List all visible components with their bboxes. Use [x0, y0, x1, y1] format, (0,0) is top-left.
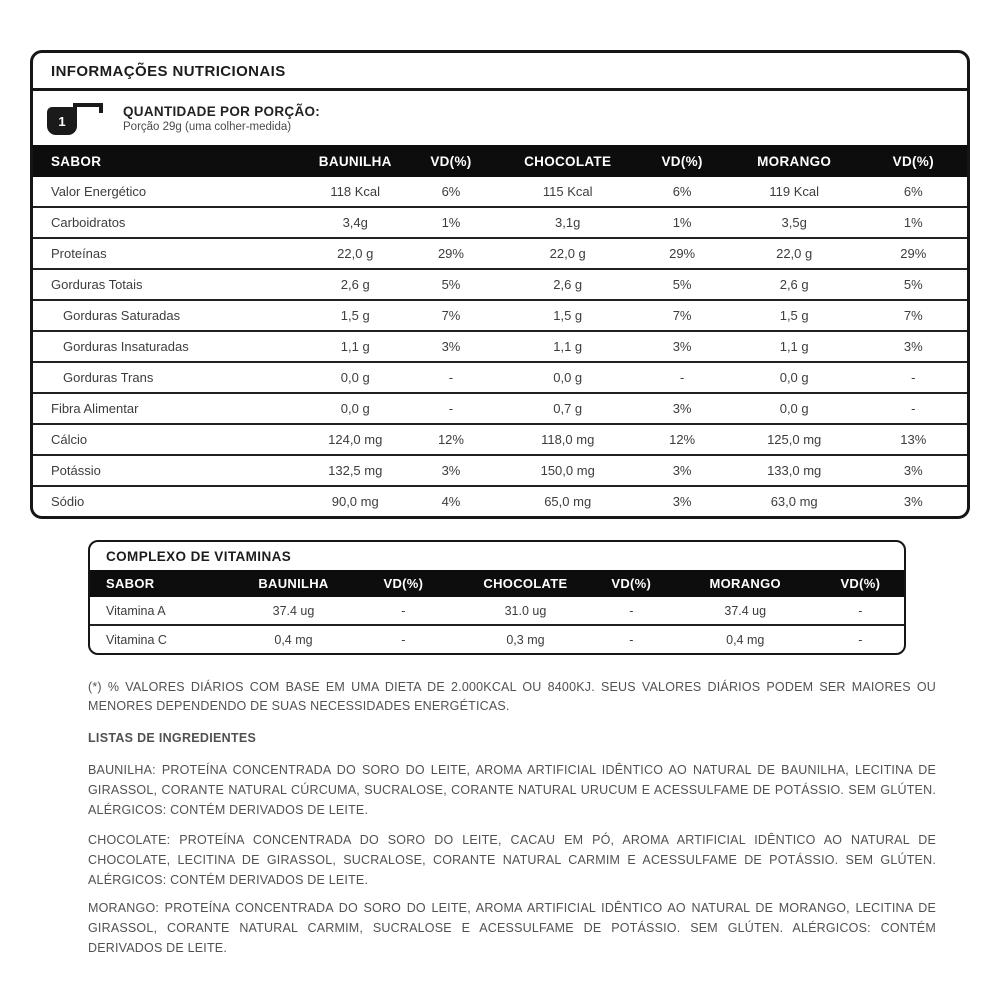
value-cell: 3% [874, 486, 967, 516]
vitamins-panel-title: COMPLEXO DE VITAMINAS [106, 549, 292, 564]
vitamins-panel [88, 540, 906, 655]
column-header: VD(%) [649, 145, 714, 177]
table-row [33, 238, 967, 269]
value-cell: 0,3 mg [448, 625, 603, 653]
value-cell: 3% [649, 331, 714, 362]
value-cell: 29% [874, 238, 967, 269]
value-cell: 22,0 g [486, 238, 649, 269]
value-cell: 63,0 mg [715, 486, 874, 516]
value-cell: 4% [416, 486, 486, 516]
column-header: VD(%) [603, 570, 660, 597]
table-row [33, 486, 967, 516]
value-cell: 0,0 g [295, 362, 416, 393]
row-label: Fibra Alimentar [33, 393, 295, 424]
value-cell: 1,5 g [486, 300, 649, 331]
value-cell: 3,4g [295, 207, 416, 238]
scoop-cup-icon: 1 [47, 107, 77, 135]
value-cell: 0,7 g [486, 393, 649, 424]
ingredients-morango: MORANGO: PROTEÍNA CONCENTRADA DO SORO DO LEITE, AROMA ARTIFICIAL IDÊNTICO AO NATURAL DE MORANGO, LECITINA DE GIRASSOL, CORANTE NATURAL CARMIM, SUCRALOSE E ACESSULFAME DE POTÁSSIO. SEM GLÚTEN. ALÉRGICOS: CONTÉM DERIVADOS DE LEITE. [88, 901, 936, 955]
value-cell: 12% [649, 424, 714, 455]
value-cell: 5% [874, 269, 967, 300]
value-cell: 0,4 mg [228, 625, 358, 653]
value-cell: 3,1g [486, 207, 649, 238]
row-label: Sódio [33, 486, 295, 516]
serving-info [33, 91, 967, 145]
value-cell: 3% [649, 455, 714, 486]
column-header: SABOR [90, 570, 228, 597]
value-cell: 7% [649, 300, 714, 331]
header-row [90, 570, 904, 597]
value-cell: 3,5g [715, 207, 874, 238]
value-cell: 6% [903, 184, 923, 199]
table-row [33, 269, 967, 300]
value-cell: 29% [416, 238, 486, 269]
value-cell: 3% [649, 393, 714, 424]
table-row [33, 300, 967, 331]
nutrition-facts-panel [30, 50, 970, 519]
value-cell: 119 Kcal [769, 184, 819, 199]
value-cell: 37.4 ug [724, 603, 767, 618]
value-cell: 29% [649, 238, 714, 269]
value-cell: 6% [672, 184, 692, 199]
column-header: SABOR [33, 145, 295, 177]
value-cell: 3% [416, 331, 486, 362]
column-header: CHOCOLATE [448, 570, 603, 597]
value-cell: 3% [874, 455, 967, 486]
value-cell: 150,0 mg [486, 455, 649, 486]
column-header: VD(%) [874, 145, 967, 177]
scoop-icon [45, 99, 109, 137]
column-header: CHOCOLATE [486, 145, 649, 177]
value-cell: 118 Kcal [330, 184, 381, 199]
value-cell: 0,0 g [715, 362, 874, 393]
serving-sublabel: Porção 29g (uma colher-medida) [123, 120, 292, 133]
table-row [33, 362, 967, 393]
value-cell: 132,5 mg [295, 455, 416, 486]
value-cell: 7% [416, 300, 486, 331]
value-cell: 1,1 g [715, 331, 874, 362]
value-cell: 3% [874, 331, 967, 362]
value-cell: 1,1 g [295, 331, 416, 362]
row-label: Gorduras Saturadas [33, 300, 295, 331]
column-header: MORANGO [715, 145, 874, 177]
row-label: Gorduras Insaturadas [33, 331, 295, 362]
row-label: Cálcio [33, 424, 295, 455]
value-cell: 5% [416, 269, 486, 300]
value-cell: 22,0 g [715, 238, 874, 269]
table-row [90, 625, 904, 653]
value-cell: 0,0 g [486, 362, 649, 393]
value-cell: 5% [649, 269, 714, 300]
table-row [33, 455, 967, 486]
value-cell: 124,0 mg [295, 424, 416, 455]
value-cell: 0,4 mg [660, 625, 831, 653]
row-label: Gorduras Trans [33, 362, 295, 393]
value-cell: 90,0 mg [295, 486, 416, 516]
row-label: Valor Energético [51, 184, 147, 199]
value-cell: 12% [416, 424, 486, 455]
value-cell: - [629, 603, 634, 618]
value-cell: 1,5 g [295, 300, 416, 331]
value-cell: 0,0 g [295, 393, 416, 424]
value-cell: - [401, 603, 406, 618]
value-cell: 37.4 ug [272, 603, 315, 618]
ingredients-chocolate: CHOCOLATE: PROTEÍNA CONCENTRADA DO SORO DO LEITE, CACAU EM PÓ, AROMA ARTIFICIAL IDÊNTICO AO NATURAL DE CHOCOLATE, LECITINA DE GIRASSOL, SUCRALOSE, CORANTE NATURAL CARMIM E ACESSULFAME DE POTÁSSIO. SEM GLÚTEN. ALÉRGICOS: CONTÉM DERIVADOS DE LEITE. [88, 833, 936, 887]
serving-label: QUANTIDADE POR PORÇÃO: [123, 103, 321, 119]
value-cell: - [831, 625, 904, 653]
table-row [33, 207, 967, 238]
value-cell: 1,5 g [715, 300, 874, 331]
value-cell: - [416, 393, 486, 424]
column-header: VD(%) [416, 145, 486, 177]
value-cell: - [874, 393, 967, 424]
value-cell: 1% [416, 207, 486, 238]
value-cell: 115 Kcal [542, 184, 593, 199]
value-cell: 22,0 g [295, 238, 416, 269]
column-header: VD(%) [359, 570, 449, 597]
column-header: BAUNILHA [228, 570, 358, 597]
value-cell: 1,1 g [486, 331, 649, 362]
table-row [33, 331, 967, 362]
row-label: Vitamina C [90, 625, 228, 653]
value-cell: 0,0 g [715, 393, 874, 424]
value-cell: 125,0 mg [715, 424, 874, 455]
scoop-handle-icon [73, 103, 103, 113]
value-cell: 2,6 g [715, 269, 874, 300]
vitamins-table [90, 570, 904, 653]
row-label: Carboidratos [33, 207, 295, 238]
value-cell: 2,6 g [486, 269, 649, 300]
table-row [33, 424, 967, 455]
column-header: MORANGO [660, 570, 831, 597]
row-label: Potássio [33, 455, 295, 486]
column-header: BAUNILHA [295, 145, 416, 177]
value-cell: - [359, 625, 449, 653]
value-cell: - [416, 362, 486, 393]
row-label: Gorduras Totais [33, 269, 295, 300]
column-header: VD(%) [831, 570, 904, 597]
value-cell: 31.0 ug [504, 603, 547, 618]
value-cell: 133,0 mg [715, 455, 874, 486]
ingredients-baunilha: BAUNILHA: PROTEÍNA CONCENTRADA DO SORO DO LEITE, AROMA ARTIFICIAL IDÊNTICO AO NATURAL DE BAUNILHA, LECITINA DE GIRASSOL, CORANTE NATURAL CÚRCUMA, SUCRALOSE, CORANTE NATURAL URUCUM E ACESSULFAME DE POTÁSSIO. SEM GLÚTEN. ALÉRGICOS: CONTÉM DERIVADOS DE LEITE. [88, 763, 936, 817]
panel-title: INFORMAÇÕES NUTRICIONAIS [33, 53, 967, 91]
header-row [33, 145, 967, 177]
value-cell: 65,0 mg [486, 486, 649, 516]
value-cell: - [603, 625, 660, 653]
row-label: Proteínas [33, 238, 295, 269]
daily-values-footnote: (*) % VALORES DIÁRIOS COM BASE EM UMA DIETA DE 2.000KCAL OU 8400KJ. SEUS VALORES DIÁRIOS PODEM SER MAIORES OU MENORES DEPENDENDO DE SUAS NECESSIDADES ENERGÉTICAS. [88, 680, 936, 714]
value-cell: - [858, 603, 863, 618]
value-cell: 6% [441, 184, 461, 199]
value-cell: 3% [416, 455, 486, 486]
value-cell: - [874, 362, 967, 393]
ingredients-list-title: LISTAS DE INGREDIENTES [88, 731, 257, 745]
table-row [33, 177, 967, 207]
value-cell: 3% [649, 486, 714, 516]
table-row [33, 393, 967, 424]
value-cell: 1% [649, 207, 714, 238]
value-cell: 7% [874, 300, 967, 331]
value-cell: 1% [874, 207, 967, 238]
main-nutrition-table [33, 145, 967, 516]
table-row [90, 597, 904, 625]
value-cell: 118,0 mg [486, 424, 649, 455]
value-cell: 2,6 g [295, 269, 416, 300]
row-label: Vitamina A [106, 603, 166, 618]
value-cell: - [649, 362, 714, 393]
value-cell: 13% [874, 424, 967, 455]
